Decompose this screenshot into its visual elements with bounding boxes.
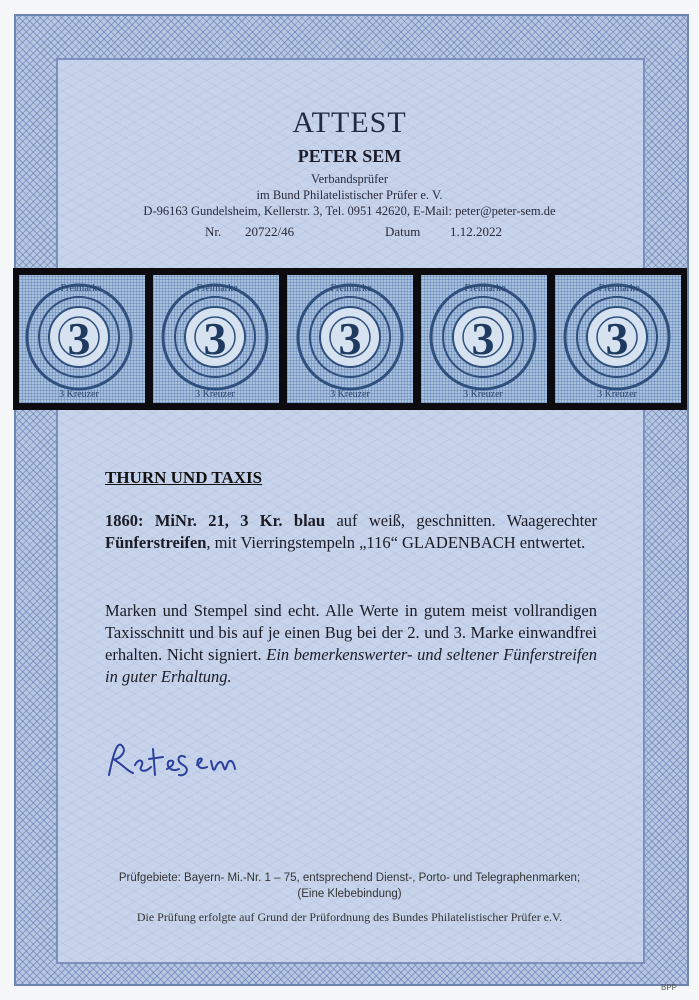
certificate-title: ATTEST — [292, 106, 407, 139]
expert-name: PETER SEM — [297, 146, 402, 166]
bpp-logo-icon: BPP — [660, 983, 677, 992]
footer-binding-note: (Eine Klebebindung) — [297, 888, 402, 900]
stamp-top-text: Freimarke — [598, 283, 640, 294]
issue-year: 1860: — [105, 511, 144, 530]
strip-type: Fünferstreifen — [105, 533, 207, 552]
stamp-bottom-text: 3 Kreuzer — [59, 389, 99, 400]
stamp-image — [421, 275, 547, 403]
footer-test-areas: Prüfgebiete: Bayern- Mi.-Nr. 1 – 75, entsprechend Dienst-, Porto- und Telegraphenmarken; — [118, 872, 581, 884]
stamp-image — [287, 275, 413, 403]
certificate-heading: THURN UND TAXIS — [105, 468, 263, 487]
signature — [105, 735, 265, 790]
stamp-bottom-text: 3 Kreuzer — [463, 389, 503, 400]
nr-label: Nr. — [205, 224, 222, 239]
stamp-digit: 3 — [471, 313, 495, 364]
stamp-image — [555, 275, 681, 403]
footer-regulation: Die Prüfung erfolgte auf Grund der Prüfordnung des Bundes Philatelistischer Prüfer e.V. — [136, 910, 563, 924]
description-text: , mit Vierringstempeln „116“ GLADENBACH entwertet. — [206, 533, 586, 552]
expert-address: D-96163 Gundelsheim, Kellerstr. 3, Tel. 0951 42620, E-Mail: peter@peter-sem.de — [143, 204, 556, 218]
stamp-top-text: Freimarke — [330, 283, 372, 294]
assessment-remark: Ein bemerkenswerter- und seltener Fünferstreifen in guter Erhaltung. — [105, 645, 597, 686]
description-text: auf weiß, geschnitten. Waagerechter — [325, 511, 597, 530]
stamp-bottom-text: 3 Kreuzer — [330, 389, 370, 400]
stamp-digit: 3 — [338, 313, 362, 364]
stamp-digit: 3 — [605, 313, 629, 364]
datum-label: Datum — [385, 224, 421, 239]
expert-association: im Bund Philatelistischer Prüfer e. V. — [256, 188, 443, 202]
nr-value: 20722/46 — [245, 224, 295, 239]
stamp-top-text: Freimarke — [60, 283, 102, 294]
assessment-paragraph — [105, 600, 597, 688]
expert-role: Verbandsprüfer — [310, 172, 389, 186]
stamp-top-text: Freimarke — [464, 283, 506, 294]
assessment-text: Marken und Stempel sind echt. Alle Werte in gutem meist vollrandigen Taxisschnitt und bis auf je einen Bug bei der 2. und 3. Marke einwandfrei erhalten. Nicht signiert. — [105, 601, 597, 664]
stamp-bottom-text: 3 Kreuzer — [195, 389, 235, 400]
catalog-number: MiNr. 21, 3 Kr. blau — [154, 511, 326, 530]
stamp-bottom-text: 3 Kreuzer — [597, 389, 637, 400]
description-paragraph — [105, 510, 597, 554]
stamp-image — [19, 275, 145, 403]
stamp-digit: 3 — [67, 313, 91, 364]
stamp-digit: 3 — [203, 313, 227, 364]
datum-value: 1.12.2022 — [450, 224, 502, 239]
stamp-strip-photo — [13, 268, 687, 410]
stamp-image — [153, 275, 279, 403]
stamp-top-text: Freimarke — [196, 283, 238, 294]
